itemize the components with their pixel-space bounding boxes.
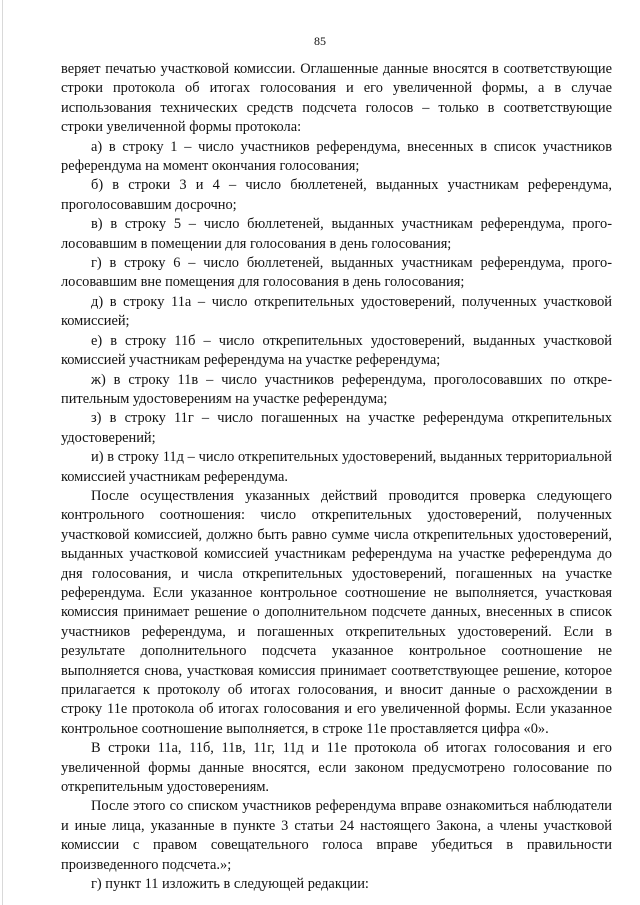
page-edge-line: [2, 0, 3, 905]
list-item-a: а) в строку 1 – число участников референдума, внесенных в список участников референдума на момент окончания голосования;: [61, 138, 612, 175]
list-item-d: д) в строку 11а – число открепительных удостоверений, полученных участковой комиссией;: [61, 293, 612, 330]
paragraph-observers: После этого со списком участников референдума вправе ознакомиться наблюдатели и иные лица, указанные в пункте 3 статьи 24 настоящего Закона, а члены участковой комиссии с правом совещательного голоса вправе убедиться в правильности произведенного подсчета.»;: [61, 798, 612, 873]
list-item-e: е) в строку 11б – число открепительных удостоверений, выданных участковой комиссией участникам референдума на участке референдума;: [61, 332, 612, 369]
list-item-v: в) в строку 5 – число бюллетеней, выданных участникам референдума, проголосовавшим в помещении для голосования в день голосования;: [61, 216, 612, 252]
list-item-g: г) в строку 6 – число бюллетеней, выданных участникам референдума, проголосовавшим вне помещения для голосования в день голосования;: [61, 255, 612, 291]
list-item-b: б) в строки 3 и 4 – число бюллетеней, выданных участникам референдума, проголосовавшим досрочно;: [61, 177, 612, 213]
page-number: 85: [314, 34, 326, 48]
paragraph-point-11: г) пункт 11 изложить в следующей редакции:: [91, 876, 369, 893]
list-item-i: и) в строку 11д – число открепительных удостоверений, выданных территориальной комиссией участникам референдума.: [61, 449, 612, 485]
paragraph-lines-11: В строки 11а, 11б, 11в, 11г, 11д и 11е протокола об итогах голосования и его увеличенной формы данные вносятся, если законом предусмотрено голосование по открепительным удостоверениям.: [61, 740, 612, 796]
list-item-z: з) в строку 11г – число погашенных на участке референдума открепительных удостоверений;: [61, 410, 612, 446]
list-item-zh: ж) в строку 11в – число участников референдума, проголосовавших по открепительным удостоверениям на участке референдума;: [61, 371, 612, 407]
paragraph-continuation: веряет печатью участковой комиссии. Оглашенные данные вносятся в соответствующие строки протокола об итогах голосования и его увеличенной формы, а в случае использования технических средств подсчета голосов – только в соответствующие строки увеличенной формы протокола:: [61, 61, 612, 136]
document-body: [61, 60, 612, 894]
paragraph-control-check: После осуществления указанных действий проводится проверка следующего контрольного соотношения: число открепительных удостоверений, полученных участковой комиссией, должно быть равно сумме числа открепительных удостоверений, выданных участковой комиссией участникам референдума на участке референдума до дня голосования, и числа открепительных удостоверений, погашенных на участке референдума. Если указанное контрольное соотношение не выполняется, участковая комиссия принимает решение о дополнительном подсчете данных, внесенных в список участников референдума, и погашенных открепительных удостоверений. Если в результате дополнительного подсчета указанное контрольное соотношение не выполняется снова, участковая комиссия принимает соответствующее решение, которое прилагается к протоколу об итогах голосования, и вносит данные о расхождении в строку 11е протокола об итогах голосования и его увеличенной формы. Если указанное контрольное соотношение выполняется, в строке 11е проставляется цифра «0».: [61, 487, 612, 737]
